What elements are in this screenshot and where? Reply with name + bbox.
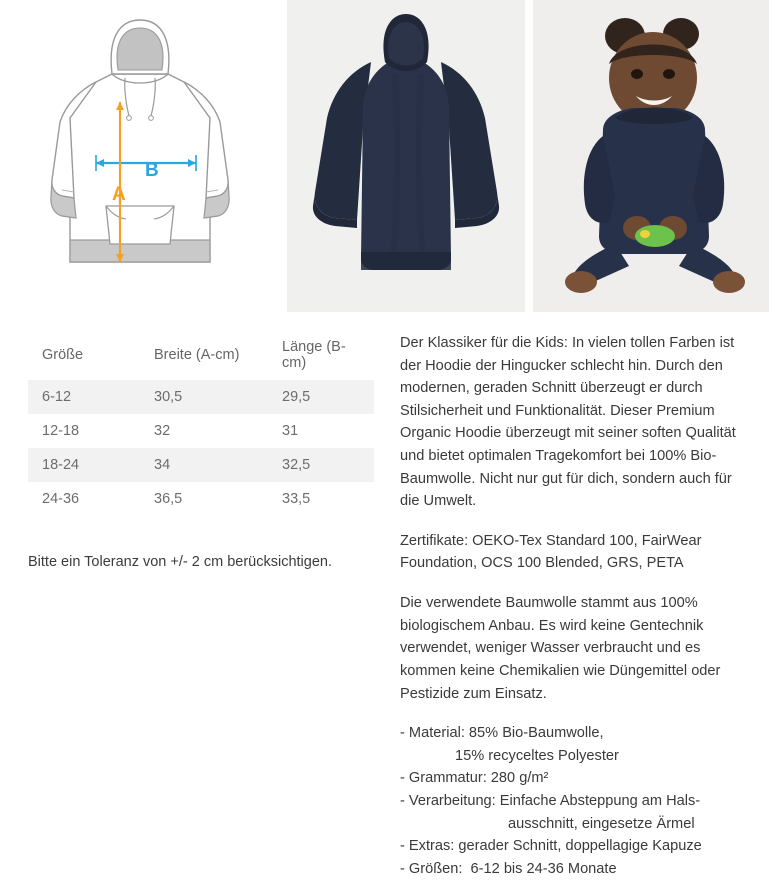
length-cell: 31	[268, 414, 374, 448]
spec-material-line1: - Material: 85% Bio-Baumwolle,	[400, 725, 604, 742]
table-row	[28, 380, 374, 414]
spec-material-line2: 15% recyceltes Polyester	[455, 747, 619, 764]
details-section	[0, 312, 777, 880]
table-row	[28, 482, 374, 516]
description-column	[400, 330, 777, 880]
width-cell: 34	[140, 448, 268, 482]
measure-b-label: B	[145, 160, 159, 181]
model-photo-svg	[533, 0, 769, 312]
size-table-header-length: Länge (B-cm)	[268, 330, 374, 380]
size-table-header-size: Größe	[28, 330, 140, 380]
length-cell: 32,5	[268, 448, 374, 482]
description-intro: Der Klassiker für die Kids: In vielen tollen Farben ist der Hoodie der Hingucker schlecht hin. Durch den modernen, geraden Schnitt überzeugt er durch Stilsicherheit und Funktionalität. Dieser Premium Organic Hoodie überzeugt mit seiner soften Qualität und bietet optimalen Tragekomfort bei 100% Bio-Baumwolle. Nicht nur gut für dich, sondern auch für die Umwelt.	[400, 335, 736, 510]
product-image-strip	[0, 0, 777, 312]
size-table-header-width: Breite (A-cm)	[140, 330, 268, 380]
spec-extras: - Extras: gerader Schnitt, doppellagige Kapuze	[400, 838, 702, 855]
model-photo-panel	[533, 0, 769, 312]
width-cell: 36,5	[140, 482, 268, 516]
spec-groessen: - Größen: 6-12 bis 24-36 Monate	[400, 860, 617, 877]
width-cell: 30,5	[140, 380, 268, 414]
size-table-header-row	[28, 330, 374, 380]
size-table	[28, 330, 374, 516]
product-photo-svg	[287, 0, 525, 312]
length-cell: 33,5	[268, 482, 374, 516]
size-cell: 18-24	[28, 448, 140, 482]
tolerance-note: Bitte ein Toleranz von +/- 2 cm berücksichtigen.	[28, 554, 332, 570]
measure-a-label: A	[112, 184, 126, 205]
size-table-column	[0, 330, 400, 880]
size-cell: 24-36	[28, 482, 140, 516]
size-cell: 12-18	[28, 414, 140, 448]
spec-verarbeitung-line1: - Verarbeitung: Einfache Absteppung am Hals-	[400, 792, 701, 809]
description-certificates: Zertifikate: OEKO-Tex Standard 100, FairWear Foundation, OCS 100 Blended, GRS, PETA	[400, 532, 702, 572]
length-cell: 29,5	[268, 380, 374, 414]
spec-grammatur: - Grammatur: 280 g/m²	[400, 770, 549, 787]
product-photo-panel	[287, 0, 525, 312]
size-cell: 6-12	[28, 380, 140, 414]
spec-verarbeitung-line2: ausschnitt, eingesetze Ärmel	[508, 815, 695, 832]
technical-drawing-svg	[0, 0, 279, 312]
spec-list	[400, 722, 755, 880]
width-cell: 32	[140, 414, 268, 448]
table-row	[28, 414, 374, 448]
table-row	[28, 448, 374, 482]
description-cotton: Die verwendete Baumwolle stammt aus 100% biologischem Anbau. Es wird keine Gentechnik verwendet, weniger Wasser verbraucht und es kommen keine Chemikalien wie Düngemittel oder Pestizide zum Einsatz.	[400, 595, 721, 702]
technical-drawing-panel	[0, 0, 279, 312]
